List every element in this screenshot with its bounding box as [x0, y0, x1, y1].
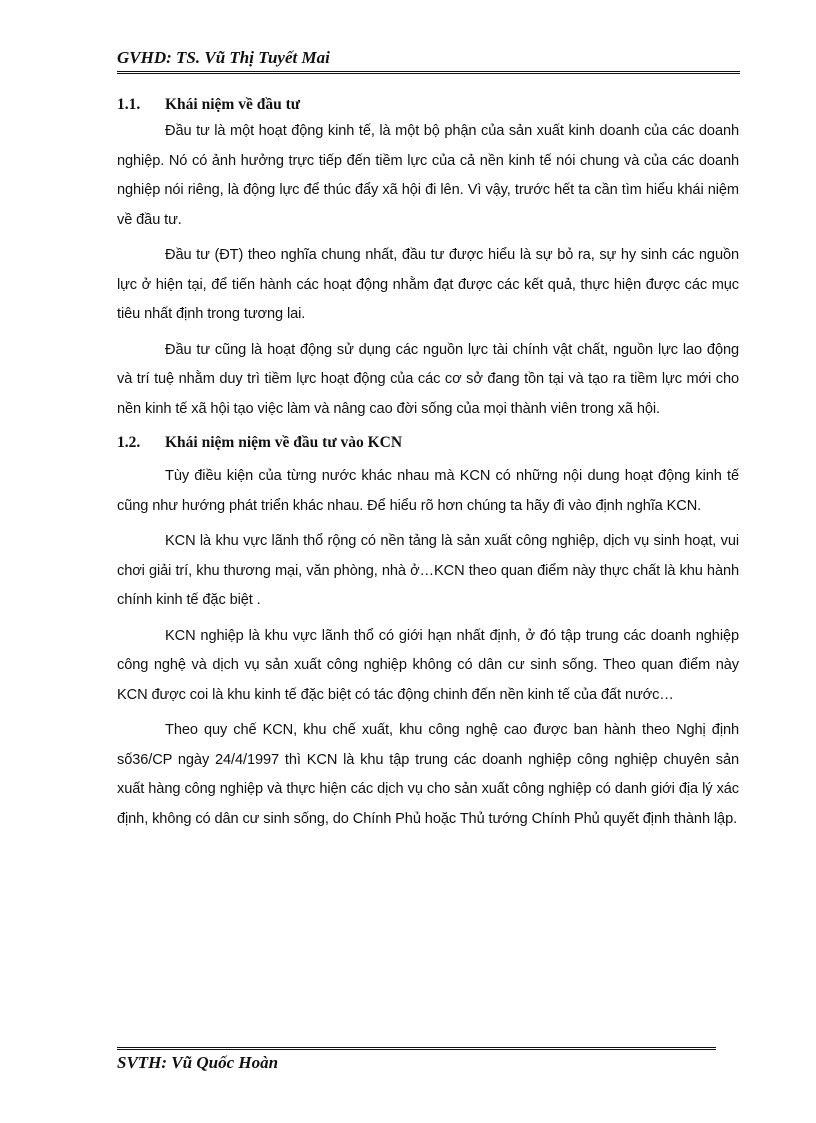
section-title: Khái niệm về đầu tư [165, 96, 301, 113]
section-title: Khái niệm niệm về đầu tư vào KCN [165, 434, 403, 451]
section-number: 1.2. [117, 434, 141, 451]
paragraph: Đầu tư là một hoạt động kinh tế, là một bộ phận của sản xuất kinh doanh của các doanh nghiệp. Nó có ảnh hưởng trực tiếp đến tiềm lực của cả nền kinh tế nói chung và của các doanh nghiệp nói riêng, là động lực để thúc đẩy xã hội đi lên. Vì vậy, trước hết ta cần tìm hiểu khái niệm về đầu tư. [117, 123, 739, 228]
paragraph: KCN là khu vực lãnh thổ rộng có nền tảng là sản xuất công nghiệp, dịch vụ sinh hoạt, vui chơi giải trí, khu thương mại, văn phòng, nhà ở…KCN theo quan điểm này thực chất là khu hành chính kinh tế đặc biệt . [117, 533, 739, 608]
page-footer [117, 1047, 716, 1073]
paragraph: Đầu tư (ĐT) theo nghĩa chung nhất, đầu tư được hiểu là sự bỏ ra, sự hy sinh các nguồn lực ở hiện tại, để tiến hành các hoạt động nhằm đạt được các kết quả, thực hiện được các mục tiêu nhất định trong tương lai. [117, 247, 739, 322]
paragraph: Đầu tư cũng là hoạt động sử dụng các nguồn lực tài chính vật chất, nguồn lực lao động và trí tuệ nhằm duy trì tiềm lực hoạt động của các cơ sở đang tồn tại và tạo ra tiềm lực mới cho nền kinh tế xã hội tạo việc làm và nâng cao đời sống của mọi thành viên trong xã hội. [117, 341, 739, 417]
footer-student: SVTH: Vũ Quốc Hoàn [117, 1053, 279, 1072]
page-header [117, 48, 740, 74]
paragraph: Theo quy chế KCN, khu chế xuất, khu công nghệ cao được ban hành theo Nghị định số36/CP ngày 24/4/1997 thì KCN là khu tập trung các doanh nghiệp công nghiệp chuyên sản xuất hàng công nghiệp và thực hiện các dịch vụ cho sản xuất công nghiệp có danh giới địa lý xác định, không có dân cư sinh sống, do Chính Phủ hoặc Thủ tướng Chính Phủ quyết định thành lập. [117, 722, 739, 827]
paragraph: KCN nghiệp là khu vực lãnh thổ có giới hạn nhất định, ở đó tập trung các doanh nghiệp công nghệ và dịch vụ sản xuất công nghiệp không có dân cư sinh sống. Theo quan điểm này KCN được coi là khu kinh tế đặc biệt có tác động chinh đến nền kinh tế của đất nước… [117, 627, 739, 703]
paragraph: Tùy điều kiện của từng nước khác nhau mà KCN có những nội dung hoạt động kinh tế cũng như hướng phát triển khác nhau. Để hiểu rõ hơn chúng ta hãy đi vào định nghĩa KCN. [117, 468, 739, 514]
section-heading-2 [117, 430, 739, 455]
section-heading-1 [117, 92, 739, 117]
section-number: 1.1. [117, 96, 141, 113]
document-body [117, 92, 739, 840]
header-supervisor: GVHD: TS. Vũ Thị Tuyết Mai [117, 48, 330, 67]
